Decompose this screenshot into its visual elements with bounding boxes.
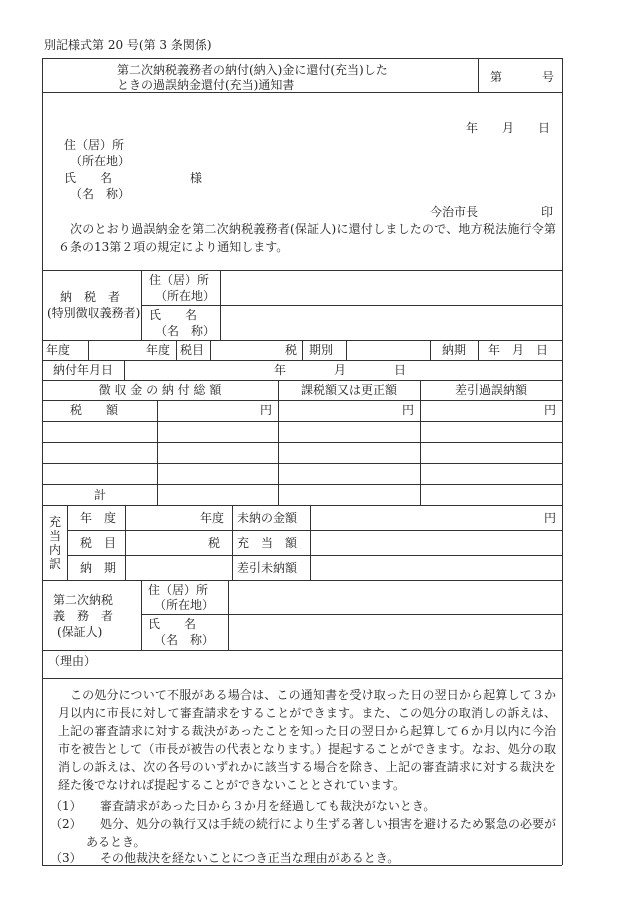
intro-text: 次のとおり過誤納金を第二次納税義務者(保証人)に還付しましたので、地方税法施行令第６条の13第２項の規定により通知します。 xyxy=(58,222,556,254)
alloc-balance-label: 差引未納額 xyxy=(237,561,298,575)
alloc-side-label: 充当内訳 xyxy=(49,515,62,571)
secondary-top xyxy=(42,580,562,581)
amount-row-1 xyxy=(42,400,562,401)
taxpayer-label: 納 税 者 xyxy=(60,290,121,304)
addressee-honorific: 様 xyxy=(190,171,203,185)
year-div-7 xyxy=(478,340,479,360)
alloc-col-2 xyxy=(232,505,233,580)
alloc-side-div xyxy=(67,505,68,580)
secondary-address-sub: （所在地） xyxy=(154,598,215,612)
header-overpaid: 差引過誤納額 xyxy=(454,383,527,397)
alloc-year-unit: 年度 xyxy=(200,511,225,525)
reason-top xyxy=(42,650,562,651)
secondary-label-2: 義 務 者 xyxy=(53,609,114,623)
item-2-text: 処分、処分の執行又は手続の続行により生ずる著しい損害を避けるため緊急の必要があるとき。 xyxy=(86,817,557,849)
taxpayer-name: 氏 名 xyxy=(149,308,198,322)
amount-row-4 xyxy=(42,463,562,464)
mayor-label: 今治市長 xyxy=(430,205,479,219)
notice-top xyxy=(42,678,562,679)
taxpayer-top-line xyxy=(42,270,562,271)
addressee-address: 住（居）所 xyxy=(64,138,125,152)
date-label: 年 月 日 xyxy=(466,121,551,135)
yen-1: 円 xyxy=(260,403,273,417)
yen-3: 円 xyxy=(544,403,557,417)
alloc-row-1 xyxy=(67,530,562,531)
taxpayer-address: 住（居）所 xyxy=(149,273,210,287)
due-date: 年 月 日 xyxy=(488,343,549,357)
tax-item-label: 税目 xyxy=(180,343,205,357)
year-unit: 年度 xyxy=(146,343,171,357)
reason-label: （理由） xyxy=(48,654,97,668)
alloc-due-label: 納 期 xyxy=(80,561,117,575)
title-bottom-line xyxy=(42,92,562,93)
header-assessed: 課税額又は更正額 xyxy=(300,383,397,397)
alloc-col-3 xyxy=(310,505,311,580)
period-label: 期別 xyxy=(309,343,334,357)
taxpayer-address-sub: （所在地） xyxy=(155,289,216,303)
title-divider xyxy=(478,58,479,92)
addressee-address-sub: （所在地） xyxy=(70,154,131,168)
payment-date-label: 納付年月日 xyxy=(53,363,114,377)
payment-div xyxy=(124,360,125,380)
header-total-paid: 徴 収 金 の 納 付 総 額 xyxy=(98,383,222,397)
secondary-mid xyxy=(141,614,562,615)
item-1-num: （1） xyxy=(50,799,82,813)
item-2-num: （2） xyxy=(50,817,82,831)
amount-row-3 xyxy=(42,442,562,443)
secondary-address: 住（居）所 xyxy=(148,583,209,597)
addressee-name: 氏 名 xyxy=(64,171,113,185)
alloc-yen: 円 xyxy=(544,511,557,525)
title-line-2: ときの過誤納金還付(充当)通知書 xyxy=(117,78,295,92)
year-label: 年度 xyxy=(46,343,71,357)
amount-col-1 xyxy=(157,400,158,505)
secondary-label-1: 第二次納税 xyxy=(53,593,114,607)
taxpayer-mid-line xyxy=(141,305,562,306)
year-div-6 xyxy=(430,340,431,360)
alloc-year-label: 年 度 xyxy=(80,511,117,525)
amount-header-top xyxy=(42,380,562,381)
secondary-name: 氏 名 xyxy=(148,617,197,631)
secondary-col-1 xyxy=(141,580,142,650)
payment-row-top xyxy=(42,360,562,361)
tax-unit: 税 xyxy=(285,343,298,357)
year-div-3 xyxy=(210,340,211,360)
tax-amount-label: 税 額 xyxy=(70,403,119,417)
notice-text: この処分について不服がある場合は、この通知書を受け取った日の翌日から起算して３か月以内に市長に対して審査請求をすることができます。また、この処分の取消しの訴えは、上記の審査請求に対する裁決があったことを知った日の翌日から起算して６か月以内に今治市を被告として（市長が被告の代表となります。）提起することができます。なお、処分の取消しの訴えは、次の各号のいずれかに該当する場合を除き、上記の審査請求に対する裁決を経た後でなければ提起することができないこととされています。 xyxy=(58,688,556,792)
alloc-row-2 xyxy=(67,555,562,556)
alloc-col-1 xyxy=(125,505,126,580)
total-label: 計 xyxy=(94,488,107,502)
frame-left xyxy=(42,58,43,865)
taxpayer-name-sub: （名 称） xyxy=(155,324,216,338)
frame-right xyxy=(562,58,563,865)
year-div-5 xyxy=(346,340,347,360)
item-3-num: （3） xyxy=(50,851,82,865)
year-div-4 xyxy=(302,340,303,360)
addressee-name-sub: （名 称） xyxy=(70,187,131,201)
due-label: 納期 xyxy=(442,343,467,357)
item-1-text: 審査請求があった日から３か月を経過しても裁決がないとき。 xyxy=(100,799,436,813)
alloc-tax-unit: 税 xyxy=(208,536,221,550)
frame-bottom xyxy=(42,865,562,866)
yen-2: 円 xyxy=(402,403,415,417)
number-label: 第 号 xyxy=(490,70,554,84)
alloc-applied-label: 充 当 額 xyxy=(237,536,298,550)
form-label: 別記様式第 20 号(第 3 条関係) xyxy=(44,38,212,52)
secondary-col-2 xyxy=(228,580,229,650)
seal-mark: 印 xyxy=(541,205,554,219)
alloc-unpaid-label: 未納の金額 xyxy=(237,511,298,525)
secondary-name-sub: （名 称） xyxy=(154,633,215,647)
frame-top xyxy=(42,58,562,59)
alloc-top xyxy=(42,505,562,506)
year-div-2 xyxy=(176,340,177,360)
secondary-label-3: (保証人) xyxy=(57,625,103,639)
year-div-1 xyxy=(88,340,89,360)
taxpayer-label-sub: (特別徴収義務者) xyxy=(47,306,141,320)
payment-date-value: 年 月 日 xyxy=(274,363,407,377)
title-line-1: 第二次納税義務者の納付(納入)金に還付(充当)した xyxy=(117,63,388,77)
item-3-text: その他裁決を経ないことにつき正当な理由があるとき。 xyxy=(100,851,400,865)
alloc-tax-label: 税 目 xyxy=(80,536,117,550)
amount-row-5 xyxy=(42,484,562,485)
amount-row-2 xyxy=(42,421,562,422)
